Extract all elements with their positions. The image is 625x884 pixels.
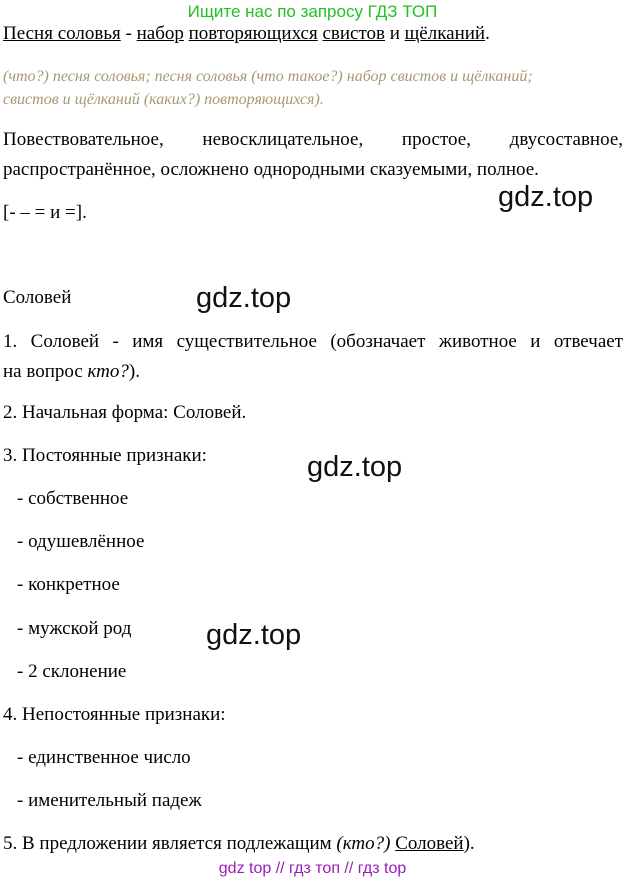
sentence-line: Песня соловья - набор повторяющихся свистов и щёлканий. xyxy=(3,23,490,44)
footer-banner: gdz top // гдз топ // гдз top xyxy=(218,860,407,877)
subject-phrase: Песня соловья xyxy=(3,23,121,44)
list-item: - собственное xyxy=(17,488,129,509)
watermark: gdz.top xyxy=(307,451,403,483)
item-4-heading: 4. Непостоянные признаки: xyxy=(3,704,226,725)
item-5: 5. В предложении является подлежащим (кто?) Соловей). xyxy=(3,833,475,854)
item-3-heading: 3. Постоянные признаки: xyxy=(3,445,207,466)
item-1-line-2: на вопрос кто?). xyxy=(3,361,140,382)
analysis-line-1: Повествовательное, невосклицательное, простое, двусоставное, xyxy=(3,129,623,150)
predicate-word: набор xyxy=(136,23,184,44)
addition-word-2: щёлканий xyxy=(404,23,486,44)
addition-word-1: свистов xyxy=(322,23,385,44)
watermark: gdz.top xyxy=(498,181,594,213)
definition-word: повторяющихся xyxy=(188,23,318,44)
watermark: gdz.top xyxy=(206,619,302,651)
question-hint-line-1: (что?) песня соловья; песня соловья (что такое?) набор свистов и щёлканий; xyxy=(3,68,533,85)
list-item: - именительный падеж xyxy=(17,790,202,811)
list-item: - единственное число xyxy=(17,747,191,768)
item-1-line-1: 1. Соловей - имя существительное (обозначает животное и отвечает xyxy=(3,331,623,352)
item-2: 2. Начальная форма: Соловей. xyxy=(3,402,247,423)
list-item: - мужской род xyxy=(17,618,132,639)
subject-word: Соловей xyxy=(395,833,464,854)
question-hint-line-2: свистов и щёлканий (каких?) повторяющихся). xyxy=(3,91,324,108)
list-item: - 2 склонение xyxy=(17,661,127,682)
list-item: - конкретное xyxy=(17,574,120,595)
top-banner: Ищите нас по запросу ГДЗ ТОП xyxy=(187,2,438,21)
analysis-line-2: распространённое, осложнено однородными сказуемыми, полное. xyxy=(3,159,539,180)
analyzed-word: Соловей xyxy=(3,287,72,308)
list-item: - одушевлённое xyxy=(17,531,145,552)
sentence-scheme: [- ‒ = и =]. xyxy=(3,202,87,223)
watermark: gdz.top xyxy=(196,282,292,314)
